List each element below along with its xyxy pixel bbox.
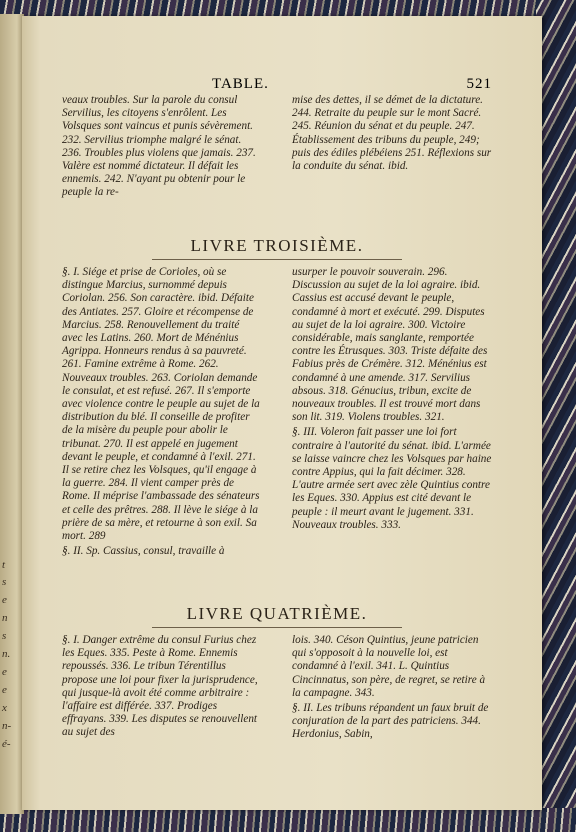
page-number: 521 (466, 76, 492, 92)
continuation-left-text: veaux troubles. Sur la parole du consul Servilius, les citoyens s'enrôlent. Les Volsques sont vaincus et punis sévèrement. 232. Servilius triomphe malgré le sénat. 236. Troubles plus violens que jamais. 237. Valère est nommé dictateur. Il défait les ennemis. 242. N'ayant pu obtenir pour le peuple la re- (62, 94, 256, 199)
prev-page-fragment: s (2, 630, 7, 642)
running-title: TABLE. (212, 76, 269, 92)
livre-troisieme-left-column (62, 266, 262, 558)
heading-rule (152, 259, 402, 260)
prev-page-fragment: x (2, 702, 7, 714)
livre-quatrieme-block (62, 634, 492, 742)
livre-quatrieme-heading: LIVRE QUATRIÈME. (186, 604, 368, 623)
livre-troisieme-right-column (292, 266, 492, 558)
prev-page-fragment: n- (2, 720, 12, 732)
continuation-left-column (62, 94, 262, 200)
livre-quatrieme-section-2: §. II. Les tribuns répandent un faux bruit de conjuration de la part des patriciens. 344. Herdonius, Sabin, (292, 702, 489, 741)
prev-page-fragment: t (2, 559, 6, 571)
marbled-edge-bottom (0, 808, 576, 832)
continuation-block (62, 94, 492, 200)
livre-quatrieme-left-column (62, 634, 262, 742)
book-page (22, 16, 542, 810)
livre-troisieme-block (62, 266, 492, 558)
livre-quatrieme-section-1: §. I. Danger extrême du consul Furius chez les Eques. 335. Peste à Rome. Ennemis repoussés. 336. Le tribun Térentillus propose une loi pour fixer la jurisprudence, qui jusque-là avoit été comme arbitraire : l'affaire est différée. 337. Prodiges effrayans. 339. Les disputes se renouvellent au sujet des (62, 634, 258, 739)
marbled-edge-right (536, 0, 576, 832)
prev-page-fragment: e (2, 666, 7, 678)
continuation-right-text: mise des dettes, il se démet de la dictature. 244. Retraite du peuple sur le mont Sacré. 245. Réunion du sénat et du peuple. 247. Établissement des tribuns du peuple, 249; puis des édiles plébéiens 251. Réflexions sur la conduite du sénat. ibid. (292, 94, 492, 173)
livre-troisieme-section-3: §. III. Voleron fait passer une loi fort contraire à l'autorité du sénat. ibid. L'armée se laisse vaincre chez les Volsques par haine contre Appius, qui la fait décimer. 328. L'autre armée sert avec zèle Quintius contre les Eques. 330. Appius est cité devant le peuple : il meurt avant le jugement. 331. Nouveaux troubles. 333. (292, 426, 492, 531)
livre-quatrieme-right-column (292, 634, 492, 742)
prev-page-fragment: n. (2, 648, 11, 660)
previous-page-edge (0, 14, 24, 814)
livre-troisieme-section-1: §. I. Siége et prise de Corioles, où se distingue Marcius, surnommé depuis Coriolan. 256. Son caractère. ibid. Défaite des Antiates. 257. Gloire et récompense de Marcius. 258. Renouvellement du traité avec les Latins. 260. Mort de Ménénius Agrippa. Honneurs rendus à sa pauvreté. 261. Famine extrême à Rome. 262. Nouveaux troubles. 263. Coriolan demande le consulat, et est refusé. 267. Il s'emporte avec violence contre le peuple au sujet de la distribution du blé. Il conseille de profiter de la misère du peuple pour abolir le tribunat. 270. Il est appelé en jugement devant le peuple, et condamné à l'exil. 271. Il se retire chez les Volsques, qu'il engage à la guerre. 284. Il vient camper près de Rome. Il méprise l'ambassade des sénateurs et celle des prêtres. 288. Il lève le siége à la prière de sa mère, et retourne à son exil. Sa mort. 289 (62, 266, 260, 543)
prev-page-fragment: e (2, 594, 7, 606)
prev-page-fragment: s (2, 576, 7, 588)
continuation-right-column (292, 94, 492, 200)
livre-quatrieme-section-1-cont: lois. 340. Céson Quintius, jeune patricien qui s'opposoit à la nouvelle loi, est condamné à l'exil. 341. L. Quintius Cincinnatus, son père, de regret, se retire à la campagne. 343. (292, 634, 486, 699)
prev-page-fragment: e (2, 684, 7, 696)
livre-troisieme-heading: LIVRE TROISIÈME. (190, 236, 364, 255)
heading-rule (152, 627, 402, 628)
prev-page-fragment: n (2, 612, 8, 624)
livre-troisieme-section-2-start: §. II. Sp. Cassius, consul, travaille à (62, 545, 225, 558)
livre-troisieme-section-2-cont: usurper le pouvoir souverain. 296. Discussion au sujet de la loi agraire. ibid. Cassius est accusé devant le peuple, condamné à mort et exécuté. 299. Disputes au sujet de la loi agraire. 300. Victoire considérable, mais sanglante, remportée contre les Étrusques. 303. Triste défaite des Fabius près de Crémère. 312. Ménénius est condamné à une amende. 317. Servilius absous. 318. Génucius, tribun, excite de nouveaux troubles. Il est trouvé mort dans son lit. 319. Violens troubles. 321. (292, 266, 488, 424)
prev-page-fragment: é- (2, 738, 11, 750)
